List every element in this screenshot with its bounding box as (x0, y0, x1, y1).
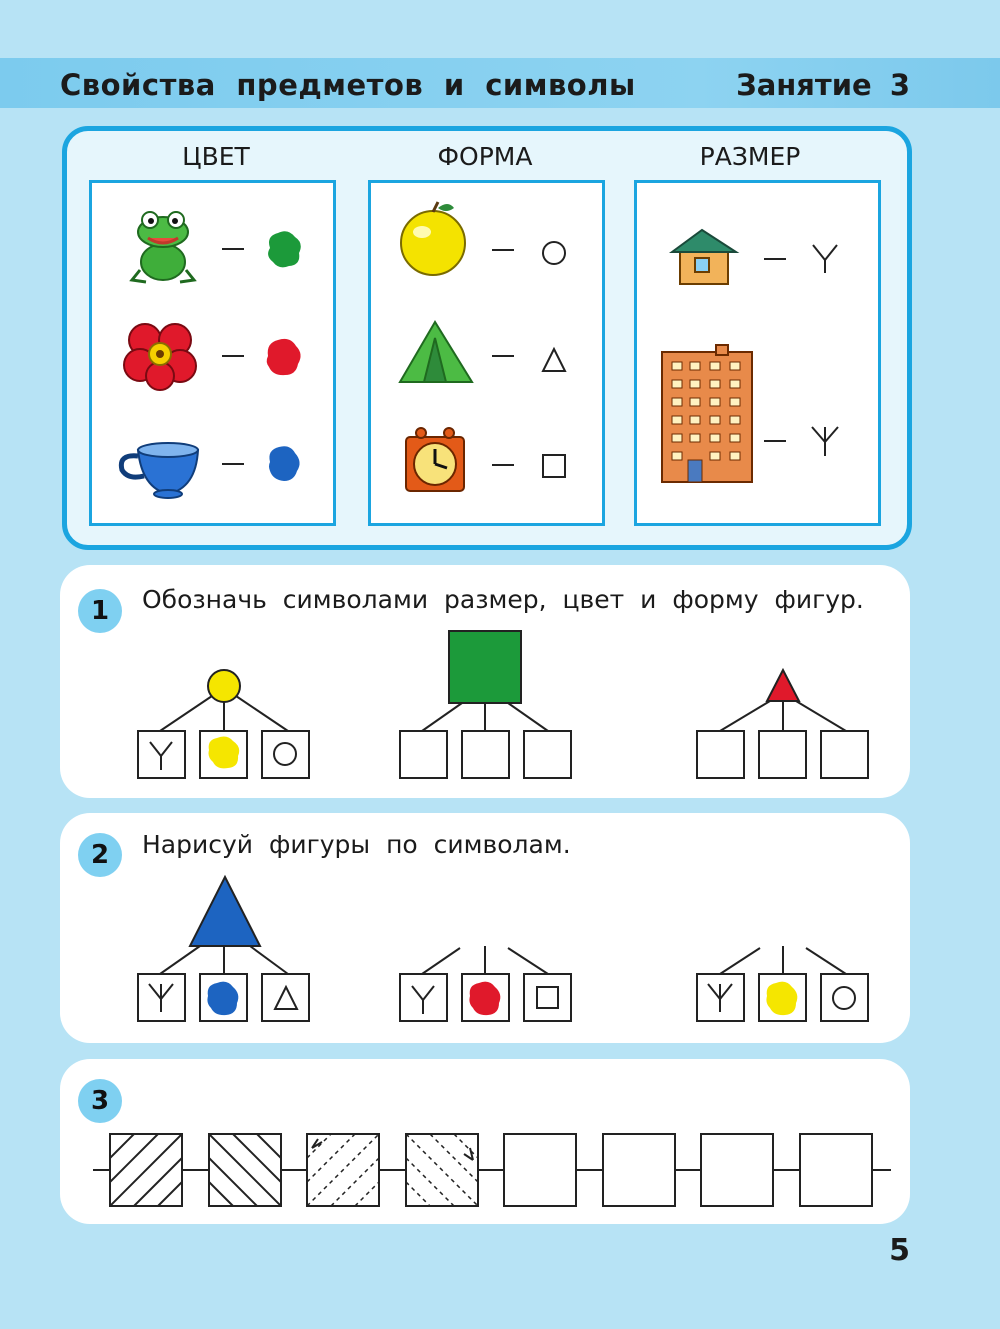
circle-symbol-icon (543, 242, 565, 264)
empty-pattern-square[interactable] (701, 1134, 773, 1206)
answer-box[interactable] (400, 731, 447, 778)
symbol-box (262, 974, 309, 1021)
legend-shape-title: ФОРМА (437, 142, 533, 171)
task-2-group-1 (138, 877, 309, 1021)
task-2-text: Нарисуй фигуры по символам. (142, 830, 571, 859)
symbol-box (524, 974, 571, 1021)
blue-triangle-figure (190, 877, 260, 946)
task-1-group-triangle (697, 670, 868, 778)
large-size-symbol-icon (812, 427, 838, 456)
flower-icon (124, 324, 196, 390)
page-title: Свойства предметов и символы (60, 68, 636, 102)
red-triangle-figure (767, 670, 799, 701)
legend-size-title: РАЗМЕР (699, 142, 801, 171)
lesson-label: Занятие 3 (736, 68, 910, 102)
task-2-group-2 (400, 946, 571, 1021)
cup-icon (121, 443, 198, 498)
pattern-square-1 (110, 1134, 182, 1206)
empty-pattern-square[interactable] (800, 1134, 872, 1206)
task-1-group-square (400, 631, 571, 778)
tent-icon (400, 322, 472, 382)
red-blob-icon (267, 339, 301, 375)
task-2-number: 2 (78, 833, 122, 877)
legend-color-title: ЦВЕТ (182, 142, 250, 171)
triangle-symbol-icon (543, 349, 565, 371)
task-3-number: 3 (78, 1079, 122, 1123)
apple-icon (401, 202, 465, 275)
blue-blob-icon (269, 446, 300, 481)
green-blob-icon (268, 231, 301, 267)
task-1-group-circle (138, 670, 309, 778)
answer-box[interactable] (697, 731, 744, 778)
green-square-figure (449, 631, 521, 703)
answer-box[interactable] (524, 731, 571, 778)
symbol-box (821, 974, 868, 1021)
task-2-figures (0, 860, 1000, 1080)
clock-icon (406, 428, 464, 491)
legend-illustrations (0, 0, 1000, 560)
answer-box[interactable] (462, 731, 509, 778)
building-icon (662, 345, 752, 482)
task-3-pattern-row (0, 1120, 1000, 1240)
pattern-square-4 (406, 1134, 478, 1206)
task-1-text: Обозначь символами размер, цвет и форму фигур. (142, 585, 864, 614)
answer-box[interactable] (821, 731, 868, 778)
pattern-square-3 (307, 1134, 379, 1206)
task-1-number: 1 (78, 589, 122, 633)
pattern-square-2 (209, 1134, 281, 1206)
yellow-circle-figure (208, 670, 240, 702)
small-size-symbol-icon (813, 245, 837, 273)
square-symbol-icon (543, 455, 565, 477)
house-icon (672, 230, 736, 284)
page-number: 5 (889, 1233, 910, 1268)
empty-pattern-square[interactable] (603, 1134, 675, 1206)
answer-box[interactable] (759, 731, 806, 778)
empty-pattern-square[interactable] (504, 1134, 576, 1206)
frog-icon (132, 212, 194, 282)
answer-box[interactable] (262, 731, 309, 778)
task-2-group-3 (697, 946, 868, 1021)
